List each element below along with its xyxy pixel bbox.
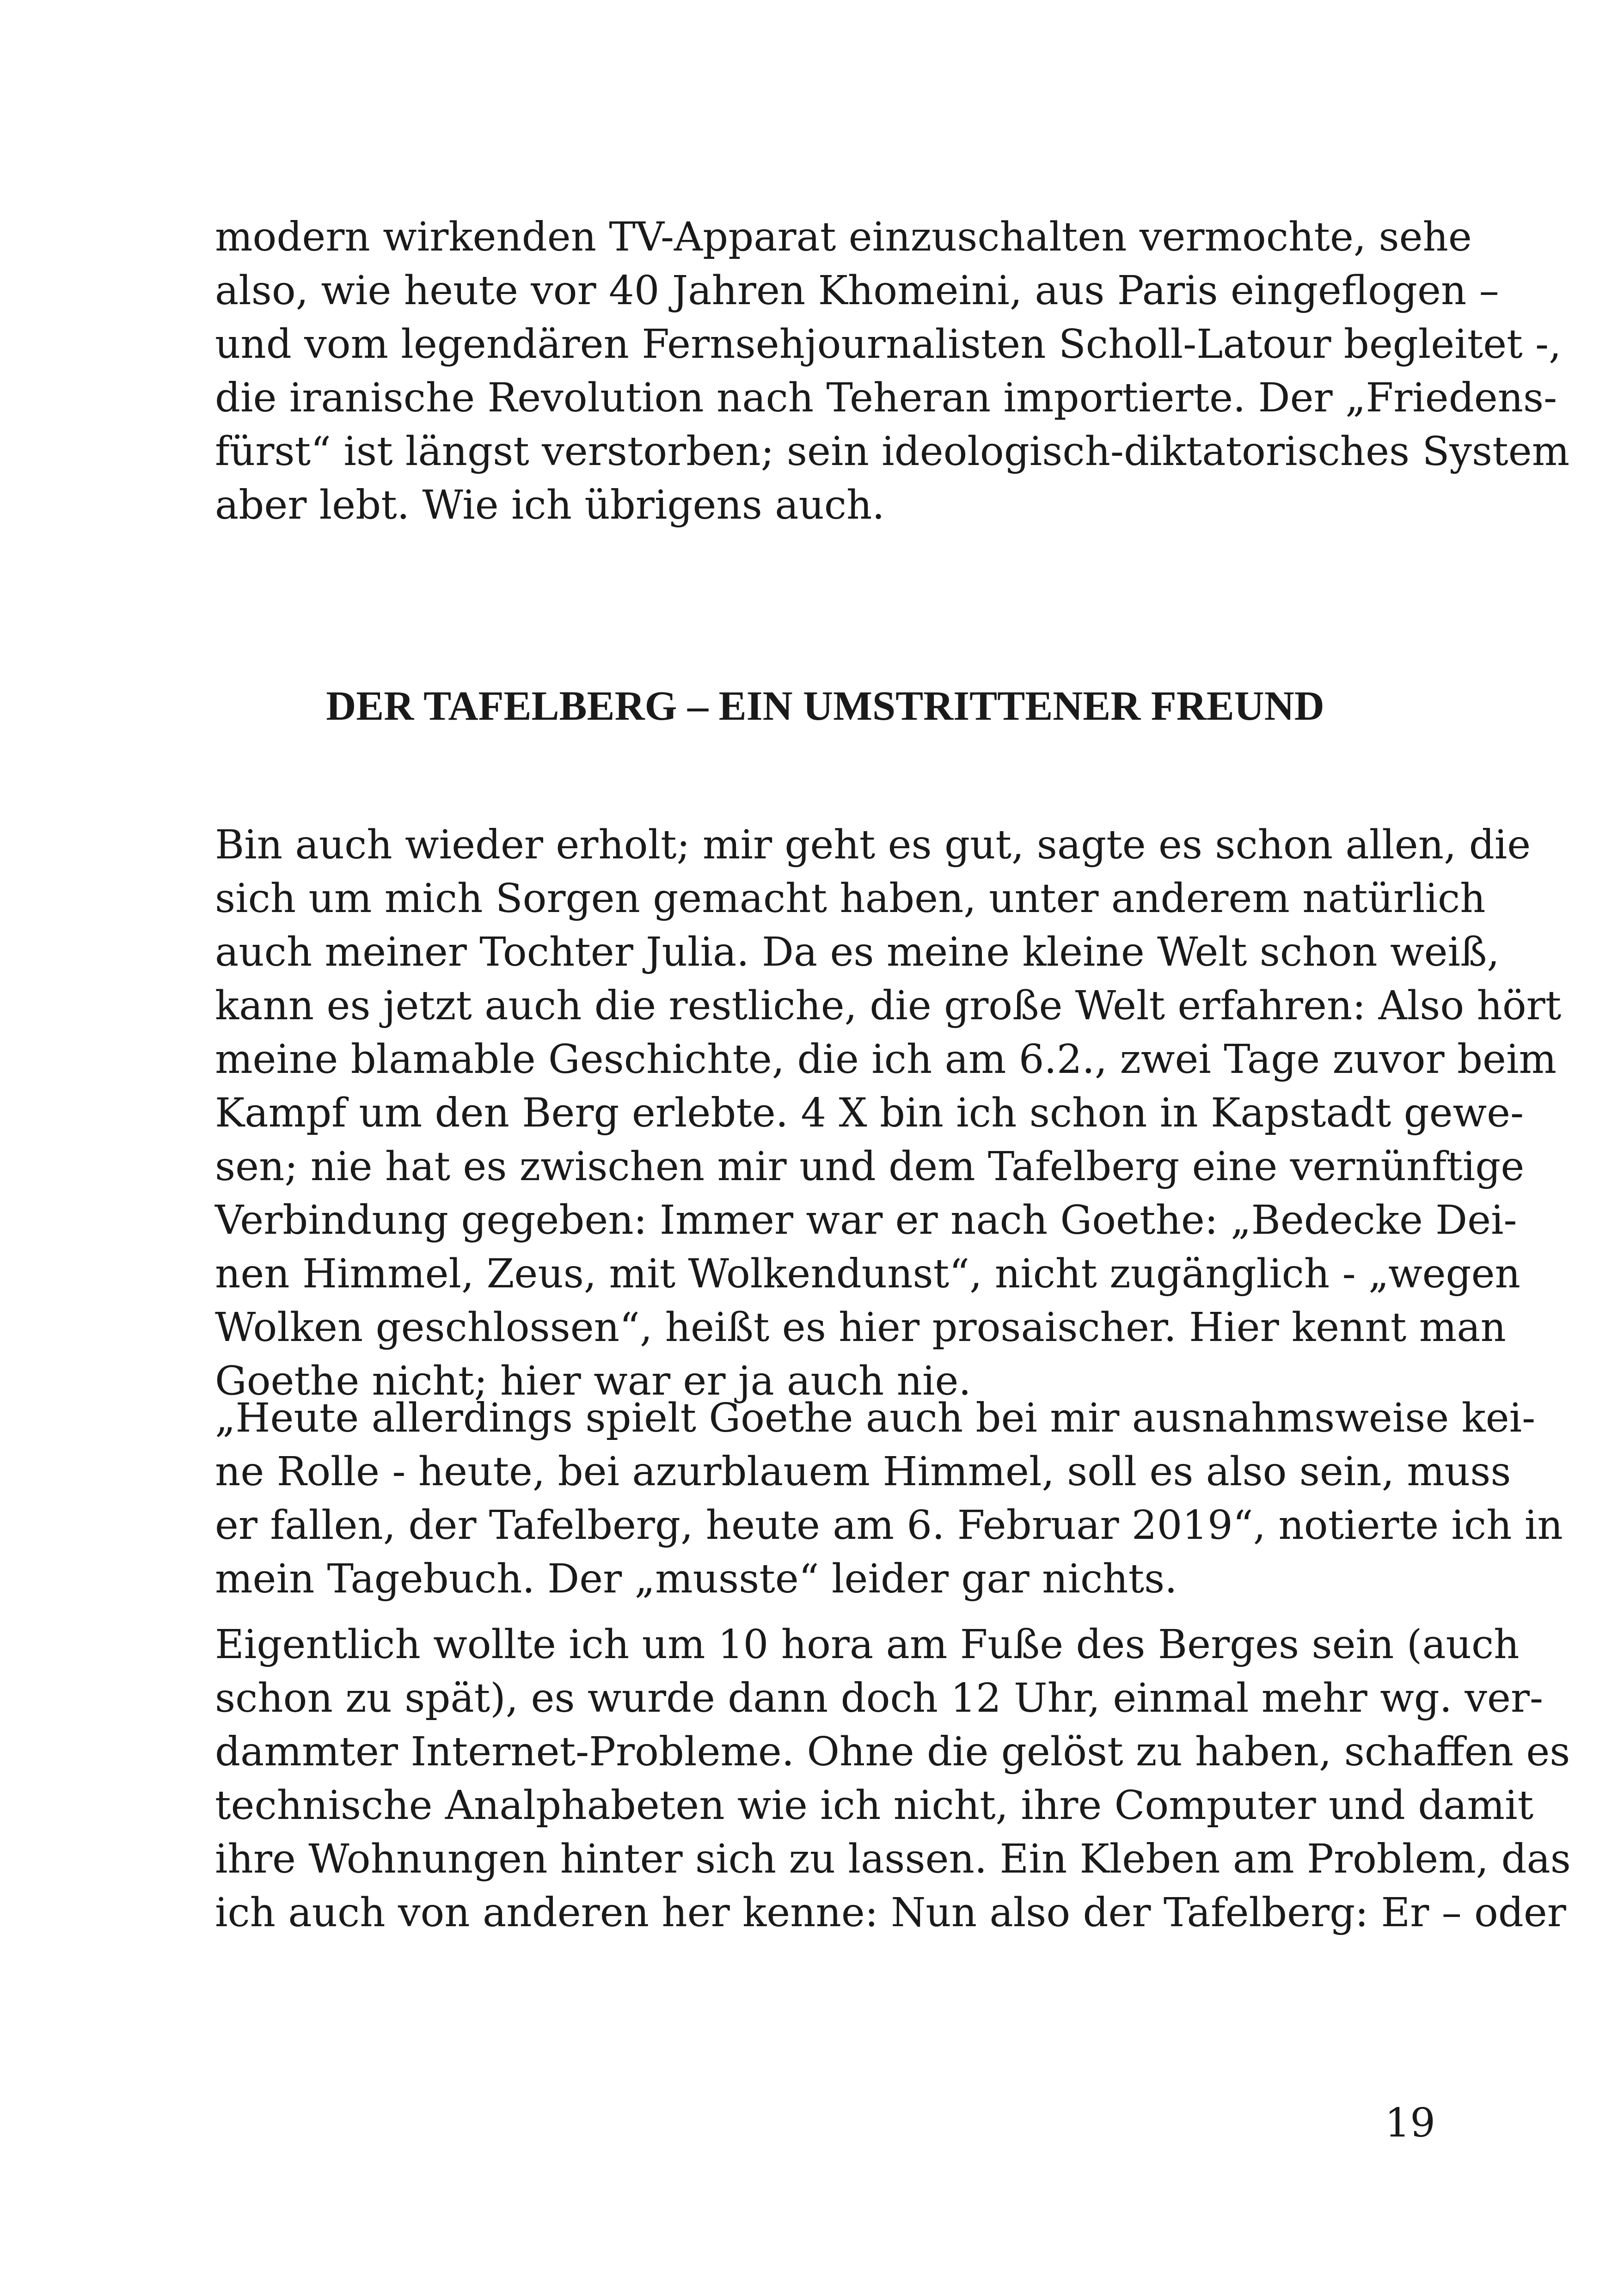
text-line: schon zu spät), es wurde dann doch 12 Uhr, einmal mehr wg. ver-	[215, 1675, 1544, 1721]
text-line: sich um mich Sorgen gemacht haben, unter anderem natürlich	[215, 876, 1486, 922]
page-number: 19	[1385, 2100, 1435, 2146]
text-line: fürst“ ist längst verstorben; sein ideologisch-diktatorisches System	[215, 429, 1570, 475]
text-line: aber lebt. Wie ich übrigens auch.	[215, 482, 885, 528]
text-line: Kampf um den Berg erlebte. 4 X bin ich schon in Kapstadt gewe-	[215, 1090, 1524, 1136]
text-line: dammter Internet-Probleme. Ohne die gelöst zu haben, schaffen es	[215, 1729, 1570, 1775]
text-line: „Heute allerdings spielt Goethe auch bei mir ausnahmsweise kei-	[215, 1395, 1536, 1441]
text-line: mein Tagebuch. Der „musste“ leider gar nichts.	[215, 1556, 1177, 1602]
chapter-heading: DER TAFELBERG – EIN UMSTRITTENER FREUND	[326, 683, 1324, 729]
paragraph-3	[215, 1618, 1571, 1940]
text-line: ne Rolle - heute, bei azurblauem Himmel, soll es also sein, muss	[215, 1449, 1511, 1495]
text-line: ihre Wohnungen hinter sich zu lassen. Ein Kleben am Problem, das	[215, 1836, 1571, 1882]
text-line: Goethe nicht; hier war er ja auch nie.	[215, 1358, 971, 1404]
text-line: ich auch von anderen her kenne: Nun also der Tafelberg: Er – oder	[215, 1890, 1566, 1936]
text-line: die iranische Revolution nach Teheran importierte. Der „Friedens-	[215, 375, 1557, 421]
text-line: also, wie heute vor 40 Jahren Khomeini, aus Paris eingeflogen –	[215, 268, 1499, 314]
text-line: Eigentlich wollte ich um 10 hora am Fuße des Berges sein (auch	[215, 1622, 1520, 1668]
continuation-paragraph	[215, 210, 1570, 532]
text-line: nen Himmel, Zeus, mit Wolkendunst“, nicht zugänglich - „wegen	[215, 1251, 1520, 1297]
paragraph-1	[215, 818, 1562, 1408]
text-line: er fallen, der Tafelberg, heute am 6. Februar 2019“, notierte ich in	[215, 1502, 1563, 1549]
text-line: sen; nie hat es zwischen mir und dem Tafelberg eine vernünftige	[215, 1144, 1525, 1190]
text-line: und vom legendären Fernsehjournalisten Scholl-Latour begleitet -,	[215, 321, 1562, 367]
text-line: meine blamable Geschichte, die ich am 6.2., zwei Tage zuvor beim	[215, 1036, 1557, 1083]
text-line: kann es jetzt auch die restliche, die große Welt erfahren: Also hört	[215, 983, 1562, 1029]
text-line: auch meiner Tochter Julia. Da es meine kleine Welt schon weiß,	[215, 929, 1500, 975]
text-line: modern wirkenden TV-Apparat einzuschalten vermochte, sehe	[215, 214, 1472, 260]
text-line: Verbindung gegeben: Immer war er nach Goethe: „Bedecke Dei-	[215, 1197, 1517, 1243]
text-line: Bin auch wieder erholt; mir geht es gut, sagte es schon allen, die	[215, 822, 1531, 868]
paragraph-2	[215, 1391, 1563, 1606]
text-line: technische Analphabeten wie ich nicht, ihre Computer und damit	[215, 1782, 1534, 1829]
text-line: Wolken geschlossen“, heißt es hier prosaischer. Hier kennt man	[215, 1304, 1506, 1351]
